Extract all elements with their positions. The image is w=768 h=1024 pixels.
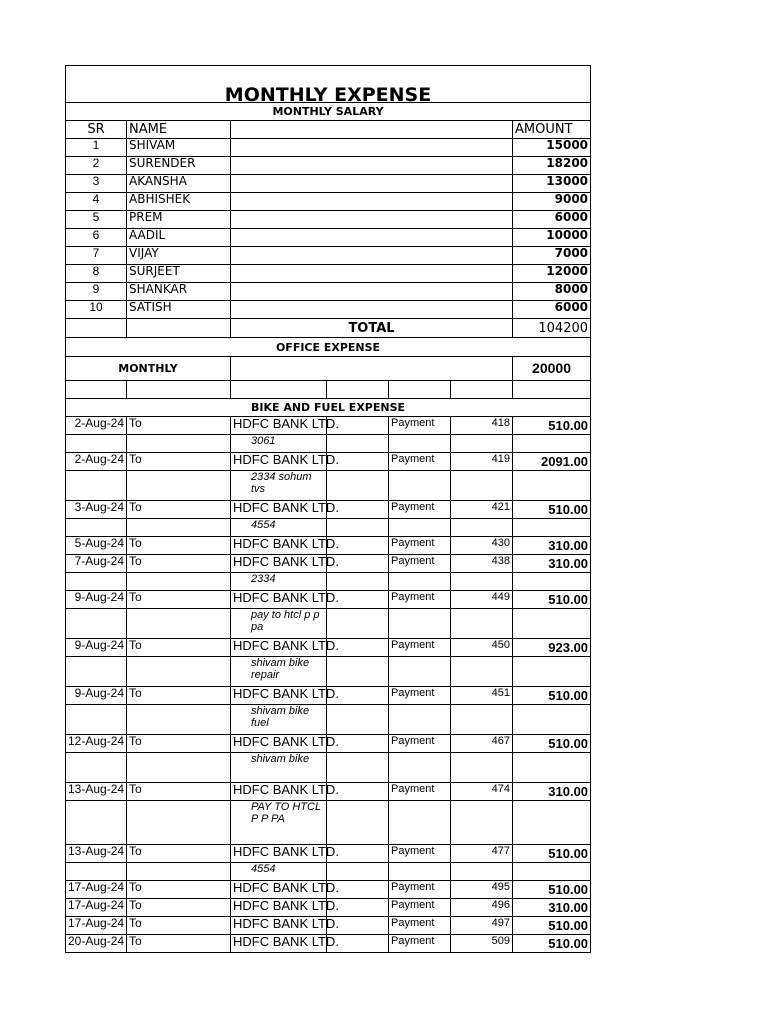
blank-cell [66,435,127,453]
office-spacer [231,357,513,381]
bike-heading: BIKE AND FUEL EXPENSE [66,399,591,417]
entry-type: Payment [389,639,451,657]
entry-ref: 477 [451,845,513,863]
salary-sr: 4 [66,193,127,211]
blank-cell [127,609,231,639]
salary-amount: 9000 [513,193,591,211]
blank-cell [127,573,231,591]
blank-cell [66,609,127,639]
salary-name: SURENDER [127,157,231,175]
entry-type: Payment [389,591,451,609]
blank-cell [127,753,231,783]
salary-spacer [231,229,513,247]
blank-cell [451,471,513,501]
salary-amount: 6000 [513,211,591,229]
entry-ref: 497 [451,917,513,935]
bike-heading-row [66,399,591,417]
salary-row [66,211,591,229]
entry-amount: 510.00 [513,881,591,899]
bike-entry-row [66,687,591,705]
blank-cell [513,657,591,687]
salary-sr: 2 [66,157,127,175]
entry-type: Payment [389,935,451,953]
salary-name: SHIVAM [127,139,231,157]
salary-sr: 9 [66,283,127,301]
entry-ref: 509 [451,935,513,953]
blank-cell [451,705,513,735]
blank-cell [389,753,451,783]
entry-amount: 510.00 [513,591,591,609]
blank-cell [513,435,591,453]
entry-ref: 496 [451,899,513,917]
entry-to: To [127,591,231,609]
bike-entry-row [66,453,591,471]
bike-note-row [66,705,591,735]
bike-entry-row [66,935,591,953]
blank-cell [513,705,591,735]
blank-cell [66,753,127,783]
entry-note: shivam bike fuel [231,705,327,735]
salary-sr: 5 [66,211,127,229]
entry-amount: 510.00 [513,735,591,753]
blank-cell [451,573,513,591]
salary-row [66,265,591,283]
entry-bank: HDFC BANK LTD. [231,501,327,519]
salary-row [66,139,591,157]
entry-note: 4554 [231,519,327,537]
blank-cell [127,319,231,338]
blank-cell [127,801,231,845]
blank-cell [389,609,451,639]
salary-amount: 15000 [513,139,591,157]
salary-sr: 10 [66,301,127,319]
blank-cell [327,573,389,591]
blank-cell [513,381,591,399]
entry-date: 13-Aug-24 [66,845,127,863]
entry-bank: HDFC BANK LTD. [231,537,327,555]
bike-note-row [66,753,591,783]
blank-cell [389,471,451,501]
entry-date: 5-Aug-24 [66,537,127,555]
salary-row [66,301,591,319]
salary-row [66,157,591,175]
salary-name: SHANKAR [127,283,231,301]
entry-to: To [127,881,231,899]
col-amount: AMOUNT [513,121,591,139]
col-name: NAME [127,121,231,139]
salary-row [66,193,591,211]
blank-cell [66,471,127,501]
entry-date: 13-Aug-24 [66,783,127,801]
col-sr: SR [66,121,127,139]
entry-bank: HDFC BANK LTD. [231,453,327,471]
expense-sheet [65,65,591,953]
blank-cell [327,801,389,845]
blank-cell [513,573,591,591]
entry-type: Payment [389,537,451,555]
salary-name: AADIL [127,229,231,247]
entry-to: To [127,899,231,917]
entry-to: To [127,555,231,573]
blank-cell [513,753,591,783]
entry-to: To [127,783,231,801]
blank-cell [389,435,451,453]
entry-note: pay to htcl p p pa [231,609,327,639]
salary-spacer [231,265,513,283]
blank-cell [127,705,231,735]
entry-amount: 310.00 [513,899,591,917]
blank-cell [451,863,513,881]
salary-amount: 8000 [513,283,591,301]
blank-cell [389,381,451,399]
entry-to: To [127,845,231,863]
entry-date: 9-Aug-24 [66,639,127,657]
office-heading-row [66,338,591,357]
salary-amount: 7000 [513,247,591,265]
salary-spacer [231,157,513,175]
entry-note: 2334 [231,573,327,591]
blank-cell [66,573,127,591]
entry-bank: HDFC BANK LTD. [231,591,327,609]
entry-to: To [127,687,231,705]
blank-cell [66,863,127,881]
entry-type: Payment [389,899,451,917]
salary-spacer [231,283,513,301]
entry-date: 9-Aug-24 [66,687,127,705]
blank-cell [66,705,127,735]
sheet-title: MONTHLY EXPENSE [66,66,591,103]
blank-cell [451,609,513,639]
entry-bank: HDFC BANK LTD. [231,639,327,657]
salary-spacer [231,139,513,157]
entry-note: 2334 sohum tvs [231,471,327,501]
entry-amount: 510.00 [513,687,591,705]
entry-ref: 495 [451,881,513,899]
entry-bank: HDFC BANK LTD. [231,899,327,917]
entry-amount: 510.00 [513,845,591,863]
entry-amount: 310.00 [513,555,591,573]
blank-cell [389,705,451,735]
blank-cell [327,863,389,881]
entry-bank: HDFC BANK LTD. [231,735,327,753]
blank-cell [66,319,127,338]
total-label: TOTAL [231,319,513,338]
blank-cell [451,519,513,537]
entry-type: Payment [389,735,451,753]
salary-amount: 12000 [513,265,591,283]
bike-note-row [66,657,591,687]
bike-entry-row [66,501,591,519]
blank-cell [389,863,451,881]
blank-cell [327,471,389,501]
entry-ref: 474 [451,783,513,801]
salary-row [66,283,591,301]
blank-cell [389,657,451,687]
bike-entry-row [66,639,591,657]
bike-entry-row [66,845,591,863]
entry-ref: 421 [451,501,513,519]
blank-cell [127,519,231,537]
salary-amount: 18200 [513,157,591,175]
entry-date: 7-Aug-24 [66,555,127,573]
entry-bank: HDFC BANK LTD. [231,935,327,953]
salary-row [66,229,591,247]
entry-ref: 438 [451,555,513,573]
blank-cell [389,519,451,537]
entry-date: 2-Aug-24 [66,453,127,471]
bike-note-row [66,801,591,845]
office-monthly-label: MONTHLY [66,357,231,381]
entry-bank: HDFC BANK LTD. [231,417,327,435]
entry-ref: 419 [451,453,513,471]
blank-cell [66,801,127,845]
blank-cell [513,519,591,537]
entry-date: 20-Aug-24 [66,935,127,953]
entry-date: 17-Aug-24 [66,899,127,917]
blank-cell [451,753,513,783]
salary-spacer [231,193,513,211]
blank-cell [127,657,231,687]
blank-cell [327,705,389,735]
entry-amount: 923.00 [513,639,591,657]
entry-date: 17-Aug-24 [66,917,127,935]
salary-total-row [66,319,591,338]
blank-cell [327,753,389,783]
salary-sr: 8 [66,265,127,283]
entry-to: To [127,537,231,555]
entry-amount: 510.00 [513,501,591,519]
entry-type: Payment [389,453,451,471]
entry-ref: 430 [451,537,513,555]
office-heading: OFFICE EXPENSE [66,338,591,357]
blank-cell [451,657,513,687]
entry-to: To [127,639,231,657]
salary-spacer [231,247,513,265]
entry-amount: 310.00 [513,537,591,555]
entry-to: To [127,917,231,935]
blank-cell [327,657,389,687]
entry-type: Payment [389,845,451,863]
entry-note: 3061 [231,435,327,453]
blank-cell [127,435,231,453]
entry-type: Payment [389,917,451,935]
blank-cell [327,609,389,639]
blank-cell [513,471,591,501]
blank-cell [389,801,451,845]
entry-date: 12-Aug-24 [66,735,127,753]
bike-entry-row [66,417,591,435]
blank-cell [66,381,127,399]
bike-note-row [66,863,591,881]
entry-to: To [127,453,231,471]
bike-note-row [66,573,591,591]
bike-entry-row [66,881,591,899]
blank-cell [231,381,327,399]
blank-cell [513,801,591,845]
bike-entry-row [66,783,591,801]
entry-type: Payment [389,687,451,705]
salary-amount: 6000 [513,301,591,319]
blank-cell [327,381,389,399]
bike-note-row [66,435,591,453]
entry-bank: HDFC BANK LTD. [231,555,327,573]
entry-ref: 450 [451,639,513,657]
entry-ref: 449 [451,591,513,609]
blank-cell [451,381,513,399]
header-spacer [231,121,513,139]
entry-amount: 310.00 [513,783,591,801]
salary-sr: 3 [66,175,127,193]
entry-note: 4554 [231,863,327,881]
salary-name: ABHISHEK [127,193,231,211]
salary-spacer [231,175,513,193]
entry-date: 3-Aug-24 [66,501,127,519]
bike-note-row [66,471,591,501]
entry-note: shivam bike [231,753,327,783]
entry-date: 9-Aug-24 [66,591,127,609]
entry-type: Payment [389,417,451,435]
empty-grid-row [66,381,591,399]
entry-to: To [127,735,231,753]
blank-cell [389,573,451,591]
entry-date: 17-Aug-24 [66,881,127,899]
salary-name: VIJAY [127,247,231,265]
salary-row [66,247,591,265]
entry-amount: 510.00 [513,417,591,435]
entry-type: Payment [389,555,451,573]
salary-heading: MONTHLY SALARY [66,103,591,121]
salary-amount: 13000 [513,175,591,193]
salary-name: SATISH [127,301,231,319]
bike-entry-row [66,537,591,555]
entry-amount: 2091.00 [513,453,591,471]
bike-note-row [66,609,591,639]
salary-spacer [231,301,513,319]
entry-amount: 510.00 [513,917,591,935]
salary-sr: 7 [66,247,127,265]
bike-entry-row [66,899,591,917]
bike-entry-row [66,735,591,753]
blank-cell [513,863,591,881]
salary-sr: 1 [66,139,127,157]
entry-to: To [127,935,231,953]
blank-cell [451,801,513,845]
entry-type: Payment [389,881,451,899]
entry-bank: HDFC BANK LTD. [231,783,327,801]
entry-bank: HDFC BANK LTD. [231,687,327,705]
salary-name: AKANSHA [127,175,231,193]
salary-sr: 6 [66,229,127,247]
bike-entry-row [66,917,591,935]
salary-spacer [231,211,513,229]
entry-note: PAY TO HTCL P P PA [231,801,327,845]
entry-type: Payment [389,501,451,519]
entry-bank: HDFC BANK LTD. [231,845,327,863]
salary-name: PREM [127,211,231,229]
blank-cell [451,435,513,453]
entry-bank: HDFC BANK LTD. [231,881,327,899]
blank-cell [127,381,231,399]
entry-bank: HDFC BANK LTD. [231,917,327,935]
blank-cell [66,657,127,687]
entry-amount: 510.00 [513,935,591,953]
blank-cell [127,863,231,881]
blank-cell [327,519,389,537]
bike-note-row [66,519,591,537]
bike-entry-row [66,591,591,609]
entry-ref: 418 [451,417,513,435]
blank-cell [513,609,591,639]
entry-ref: 451 [451,687,513,705]
blank-cell [66,519,127,537]
entry-note: shivam bike repair [231,657,327,687]
salary-name: SURJEET [127,265,231,283]
blank-cell [127,471,231,501]
total-value: 104200 [513,319,591,338]
office-monthly-value: 20000 [513,357,591,381]
salary-amount: 10000 [513,229,591,247]
entry-ref: 467 [451,735,513,753]
salary-header-row [66,121,591,139]
office-monthly-row [66,357,591,381]
entry-date: 2-Aug-24 [66,417,127,435]
bike-entry-row [66,555,591,573]
blank-cell [327,435,389,453]
salary-row [66,175,591,193]
entry-to: To [127,501,231,519]
entry-type: Payment [389,783,451,801]
entry-to: To [127,417,231,435]
